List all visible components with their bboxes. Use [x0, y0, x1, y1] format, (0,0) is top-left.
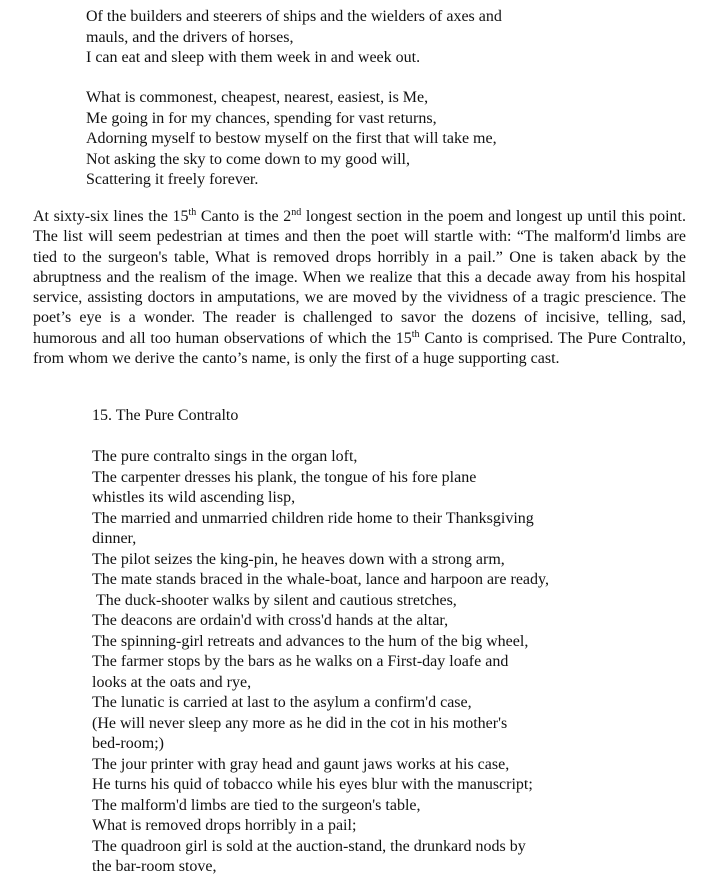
poem-line: The married and unmarried children ride home to their Thanksgiving	[92, 509, 534, 527]
superscript-ordinal: th	[188, 207, 197, 218]
poem-line: He turns his quid of tobacco while his eyes blur with the manuscript;	[92, 776, 533, 793]
poem-line: Scattering it freely forever.	[86, 171, 259, 188]
section-heading: 15. The Pure Contralto	[92, 407, 239, 424]
poem-line: What is commonest, cheapest, nearest, easiest, is Me,	[86, 89, 429, 106]
commentary-text: Canto is comprised. The Pure Contralto, from whom we derive the canto’s name, is only the first of a huge supporting cast.	[33, 329, 687, 368]
poem-line: The jour printer with gray head and gaunt jaws works at his case,	[92, 755, 510, 773]
superscript-ordinal: nd	[291, 207, 302, 218]
poem-line: The lunatic is carried at last to the asylum a confirm'd case,	[92, 694, 472, 711]
poem-line: the bar-room stove,	[92, 858, 217, 875]
poem-line: mauls, and the drivers of horses,	[86, 28, 294, 46]
poem-line: The malform'd limbs are tied to the surgeon's table,	[92, 796, 421, 814]
poem-line: The pilot seizes the king-pin, he heaves down with a strong arm,	[92, 550, 505, 568]
poem-line: The pure contralto sings in the organ loft,	[92, 448, 358, 465]
poem-stanza-1	[86, 7, 502, 69]
poem-line: The farmer stops by the bars as he walks on a First-day loafe and	[92, 653, 509, 670]
poem-line: The spinning-girl retreats and advances to the hum of the big wheel,	[92, 632, 529, 650]
superscript-ordinal: th	[411, 328, 420, 340]
poem-line: Not asking the sky to come down to my good will,	[86, 150, 410, 168]
poem-stanza-2	[86, 88, 497, 191]
poem-line: I can eat and sleep with them week in and week out.	[86, 49, 421, 66]
poem-line: What is removed drops horribly in a pail;	[92, 817, 357, 834]
commentary-text: At sixty-six lines the 15	[33, 208, 189, 225]
poem-line: The quadroon girl is sold at the auction-stand, the drunkard nods by	[92, 837, 526, 855]
poem-line: bed-room;)	[92, 735, 164, 752]
poem-line: The deacons are ordain'd with cross'd hands at the altar,	[92, 612, 449, 629]
poem-line: Adorning myself to bestow myself on the first that will take me,	[86, 130, 497, 147]
commentary-text: Canto is the 2	[196, 208, 292, 225]
poem-line: The mate stands braced in the whale-boat, lance and harpoon are ready,	[92, 571, 549, 588]
poem-line: whistles its wild ascending lisp,	[92, 489, 296, 506]
poem-line: dinner,	[92, 530, 137, 547]
poem-line: Of the builders and steerers of ships and the wielders of axes and	[86, 8, 502, 25]
poem-line: (He will never sleep any more as he did in the cot in his mother's	[92, 714, 508, 732]
commentary-text: longest section in the poem and longest up until this point. The list will seem pedestrian at times and then the poet will startle with: “The malform'd limbs are tied to the surgeon's table, What is removed drops horribly in a pail.” One is taken aback by the abruptness and the realism of the image. When we realize that this a decade away from his hospital service, assisting doctors in amputations, we are moved by the vividness of a tragic prescience. The poet’s eye is a wonder. The reader is challenged to savor the dozens of incisive, telling, sad, humorous and all too human observations of which the 15	[33, 208, 687, 347]
commentary-paragraph	[33, 207, 686, 369]
canto-15-text	[92, 447, 549, 878]
poem-line: looks at the oats and rye,	[92, 673, 252, 691]
poem-line: Me going in for my chances, spending for vast returns,	[86, 109, 437, 127]
poem-line: The duck-shooter walks by silent and cautious stretches,	[96, 591, 457, 609]
poem-line: The carpenter dresses his plank, the tongue of his fore plane	[92, 468, 477, 486]
